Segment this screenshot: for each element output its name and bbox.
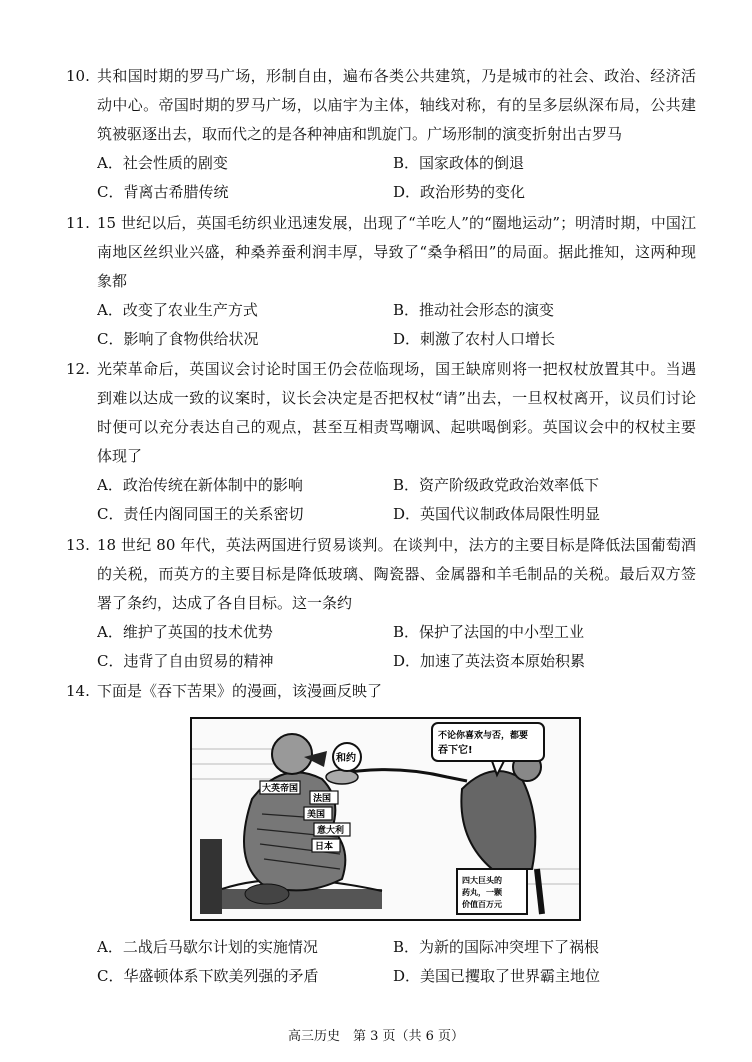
option-d[interactable]: D．政治形势的变化 [393, 183, 526, 201]
option-b[interactable]: B．资产阶级政党政治效率低下 [393, 476, 600, 494]
question-stem: 下面是《吞下苦果》的漫画，该漫画反映了 [97, 682, 383, 700]
options [97, 471, 696, 529]
box-label-line-3: 价值百万元 [462, 900, 502, 909]
question-12 [66, 355, 696, 529]
option-a[interactable]: A．改变了农业生产方式 [97, 301, 258, 319]
question-14 [66, 677, 696, 706]
speech-line-2: 吞下它! [438, 745, 473, 756]
options [97, 618, 696, 676]
options [97, 296, 696, 354]
question-stem: 共和国时期的罗马广场，形制自由，遍布各类公共建筑，乃是城市的社会、政治、经济活动中心。帝国时期的罗马广场，以庙宇为主体，轴线对称，有的呈多层纵深布局，公共建筑被驱逐出去，取而代之的是各种神庙和凯旋门。广场形制的演变折射出古罗马 [97, 67, 696, 143]
question-number: 12. [66, 360, 90, 378]
option-c[interactable]: C．影响了食物供给状况 [97, 330, 259, 348]
option-b[interactable]: B．保护了法国的中小型工业 [393, 623, 585, 641]
question-stem: 18 世纪 80 年代，英法两国进行贸易谈判。在谈判中，法方的主要目标是降低法国葡萄酒的关税，而英方的主要目标是降低玻璃、陶瓷器、金属器和羊毛制品的关税。最后双方签署了条约，达成了各自目标。这一条约 [97, 536, 696, 612]
option-d[interactable]: D．美国已攫取了世界霸主地位 [393, 967, 601, 985]
country-label-japan: 日本 [315, 842, 334, 852]
option-b[interactable]: B．推动社会形态的演变 [393, 301, 555, 319]
speech-line-1: 不论你喜欢与否，都要 [438, 731, 529, 741]
box-label-line-2: 药丸，一颗 [462, 888, 502, 897]
question-number: 11. [66, 214, 90, 232]
option-c[interactable]: C．华盛顿体系下欧美列强的矛盾 [97, 967, 319, 985]
cartoon-drawing [192, 719, 579, 919]
question-stem: 光荣革命后，英国议会讨论时国王仍会莅临现场，国王缺席则将一把权杖放置其中。当遇到难以达成一致的议案时，议长会决定是否把权杖“请”出去，一旦权杖离开，议员们讨论时便可以充分表达自己的观点，甚至互相责骂嘲讽、起哄喝倒彩。英国议会中的权杖主要体现了 [97, 360, 696, 465]
question-11 [66, 209, 696, 354]
question-number: 14. [66, 682, 90, 700]
question-number: 10. [66, 67, 90, 85]
option-a[interactable]: A．政治传统在新体制中的影响 [97, 476, 303, 494]
option-c[interactable]: C．责任内阁同国王的关系密切 [97, 505, 304, 523]
country-label-france: 法国 [313, 794, 332, 804]
question-number: 13. [66, 536, 90, 554]
question-14-options [66, 933, 696, 991]
country-label-britain: 大英帝国 [262, 784, 299, 794]
cartoon-swallow-bitter-fruit [190, 717, 581, 921]
option-b[interactable]: B．国家政体的倒退 [393, 154, 525, 172]
option-c[interactable]: C．违背了自由贸易的精神 [97, 652, 274, 670]
question-10 [66, 62, 696, 207]
option-a[interactable]: A．二战后马歇尔计划的实施情况 [97, 938, 318, 956]
option-d[interactable]: D．刺激了农村人口增长 [393, 330, 556, 348]
option-c[interactable]: C．背离古希腊传统 [97, 183, 229, 201]
country-label-italy: 意大利 [317, 826, 345, 836]
option-a[interactable]: A．维护了英国的技术优势 [97, 623, 273, 641]
treaty-pill-label: 和约 [336, 753, 356, 764]
country-label-usa: 美国 [307, 810, 326, 820]
options [97, 933, 696, 991]
page-footer: 高三历史 第 3 页（共 6 页） [287, 1029, 465, 1044]
option-d[interactable]: D．加速了英法资本原始积累 [393, 652, 586, 670]
options [97, 149, 696, 207]
box-label-line-1: 四大巨头的 [462, 876, 502, 885]
option-b[interactable]: B．为新的国际冲突埋下了祸根 [393, 938, 600, 956]
option-a[interactable]: A．社会性质的剧变 [97, 154, 228, 172]
question-13 [66, 531, 696, 676]
option-d[interactable]: D．英国代议制政体局限性明显 [393, 505, 601, 523]
question-stem: 15 世纪以后，英国毛纺织业迅速发展，出现了“羊吃人”的“圈地运动”；明清时期，中国江南地区丝织业兴盛，种桑养蚕利润丰厚，导致了“桑争稻田”的局面。据此推知，这两种现象都 [97, 214, 696, 290]
